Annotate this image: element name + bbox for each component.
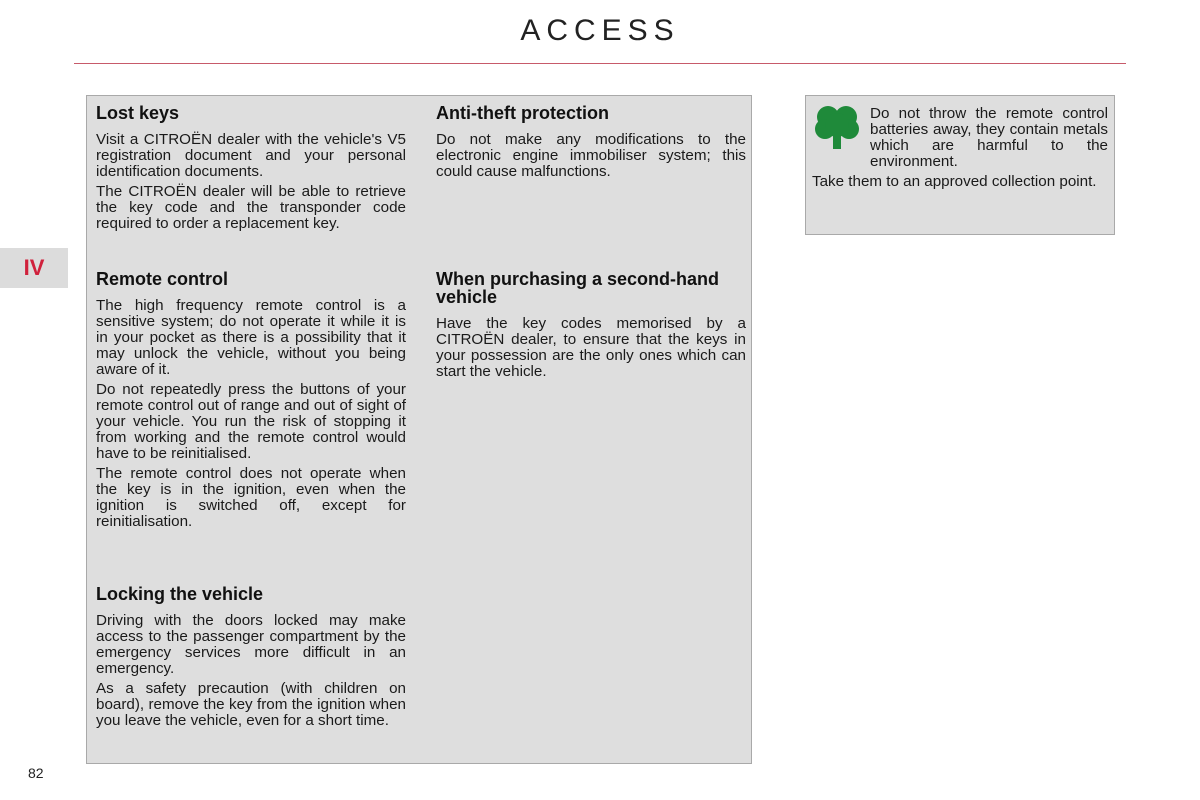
- paragraph: Do not make any modifications to the electronic engine immobiliser system; this could cause malfunctions.: [436, 131, 746, 180]
- section-heading: Anti-theft protection: [436, 103, 609, 123]
- section-locking-vehicle: [96, 585, 406, 733]
- title-divider: [74, 63, 1126, 64]
- paragraph: Visit a CITROËN dealer with the vehicle's V5 registration document and your personal identification documents.: [96, 131, 406, 180]
- section-lost-keys: [96, 104, 406, 236]
- paragraph: Do not repeatedly press the buttons of your remote control out of range and out of sight of your vehicle. You run the risk of stopping it from working and the remote control would have to be reinitialised.: [96, 381, 406, 462]
- chapter-tab: IV: [0, 248, 68, 288]
- paragraph: The high frequency remote control is a sensitive system; do not operate it while it is in your pocket as there is a possibility that it may unlock the vehicle, without you being aware of it.: [96, 297, 406, 378]
- section-remote-control: [96, 270, 406, 534]
- environment-note-box: [805, 95, 1115, 235]
- page-title: ACCESS: [520, 14, 680, 47]
- paragraph: Driving with the doors locked may make access to the passenger compartment by the emergency services more difficult in an emergency.: [96, 612, 406, 677]
- section-heading: Lost keys: [96, 103, 180, 123]
- environment-warning-text: Do not throw the remote control batteries away, they contain metals which are harmful to the environment.: [870, 105, 1108, 170]
- paragraph: The remote control does not operate when the key is in the ignition, even when the ignition is switched off, except for reinitialisation.: [96, 465, 406, 530]
- paragraph: As a safety precaution (with children on board), remove the key from the ignition when you leave the vehicle, even for a short time.: [96, 680, 406, 729]
- main-info-box: [86, 95, 752, 764]
- tree-icon: [813, 103, 861, 151]
- section-heading: Locking the vehicle: [96, 584, 264, 604]
- section-heading: Remote control: [96, 269, 229, 289]
- page-number: 82: [28, 765, 44, 781]
- paragraph: Have the key codes memorised by a CITROËN dealer, to ensure that the keys in your possession are the only ones which can start the vehicle.: [436, 315, 746, 380]
- environment-instruction-text: Take them to an approved collection point.: [812, 173, 1097, 190]
- section-heading: When purchasing a second-hand vehicle: [436, 269, 720, 307]
- paragraph: The CITROËN dealer will be able to retrieve the key code and the transponder code required to order a replacement key.: [96, 183, 406, 232]
- section-second-hand: [436, 270, 746, 384]
- section-anti-theft: [436, 104, 746, 184]
